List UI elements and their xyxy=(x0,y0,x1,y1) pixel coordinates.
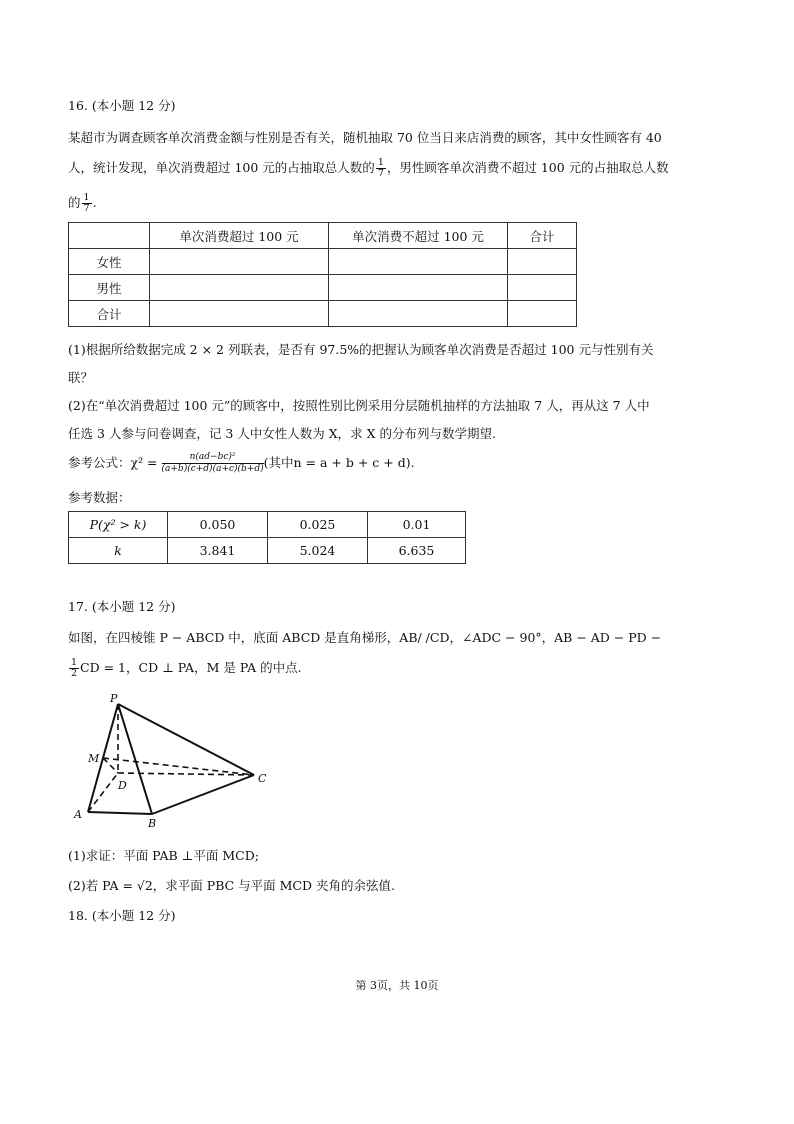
fraction-numerator: 1 xyxy=(377,157,384,168)
label-B: B xyxy=(148,817,157,830)
table-header-cell: 合计 xyxy=(508,223,577,249)
formula-label: 参考公式：χ² = xyxy=(68,455,162,470)
edge-AB xyxy=(88,812,152,814)
q16-intro-line2b: ，男性顾客单次消费不超过 100 元的占抽取总人数 xyxy=(386,160,669,175)
q17-line2-text: CD = 1，CD ⊥ PA，M 是 PA 的中点. xyxy=(80,660,302,675)
q16-intro-line2a: 人，统计发现，单次消费超过 100 元的占抽取总人数的 xyxy=(68,160,375,175)
table-row-label: 合计 xyxy=(69,301,150,327)
q17-line1: 如图，在四棱锥 P − ABCD 中，底面 ABCD 是直角梯形，AB/ /CD，∠ADC − 90°，AB − AD − PD − xyxy=(68,630,662,645)
table-header-cell: 单次消费不超过 100 元 xyxy=(329,223,508,249)
label-M: M xyxy=(88,752,100,765)
q16-part2-line1: (2)在“单次消费超过 100 元”的顾客中，按照性别比例采用分层随机抽样的方法抽取 7 人，再从这 7 人中 xyxy=(68,398,650,413)
table-row-label: 男性 xyxy=(69,275,150,301)
table-cell: k xyxy=(69,538,168,564)
fraction-numerator: 1 xyxy=(83,192,90,203)
label-A: A xyxy=(74,808,82,821)
q16-part1-line2: 联？ xyxy=(68,370,94,385)
table-header-cell: 单次消费超过 100 元 xyxy=(150,223,329,249)
fraction-numerator: 1 xyxy=(71,657,78,668)
table-cell: 5.024 xyxy=(268,538,368,564)
segment-MD xyxy=(103,758,118,773)
fraction-denominator: 2 xyxy=(71,668,78,679)
table-cell: P(χ² > k) xyxy=(69,512,168,538)
fraction-denominator: 7 xyxy=(377,168,384,179)
formula-tail: (其中n = a + b + c + d). xyxy=(263,455,415,470)
q17-part2: (2)若 PA = √2，求平面 PBC 与平面 MCD 夹角的余弦值. xyxy=(68,878,395,893)
segment-MC xyxy=(103,758,254,775)
q16-header: 16. (本小题 12 分) xyxy=(68,98,176,113)
edge-PB xyxy=(118,704,152,814)
table-cell: 3.841 xyxy=(168,538,268,564)
table-cell: 0.025 xyxy=(268,512,368,538)
label-D: D xyxy=(118,779,127,792)
q16-part2-line2: 任选 3 人参与问卷调查，记 3 人中女性人数为 X，求 X 的分布列与数学期望. xyxy=(68,426,496,441)
formula-numerator: n(ad−bc)² xyxy=(162,452,264,464)
label-C: C xyxy=(258,772,267,785)
ref-data-label: 参考数据： xyxy=(68,490,131,505)
edge-PC xyxy=(118,704,254,775)
fraction-denominator: 7 xyxy=(83,203,90,214)
table-cell: 0.01 xyxy=(368,512,466,538)
q16-intro-line3a: 的 xyxy=(68,195,81,210)
table-row-label: 女性 xyxy=(69,249,150,275)
q17-header: 17. (本小题 12 分) xyxy=(68,599,176,614)
q16-intro-line1: 某超市为调查顾客单次消费金额与性别是否有关，随机抽取 70 位当日来店消费的顾客，其中女性顾客有 40 xyxy=(68,130,662,145)
q16-part1-line1: (1)根据所给数据完成 2 × 2 列联表，是否有 97.5%的把握认为顾客单次消费是否超过 100 元与性别有关 xyxy=(68,342,654,357)
q18-header: 18. (本小题 12 分) xyxy=(68,908,176,923)
q16-intro-line3b: . xyxy=(92,195,97,210)
page-footer: 第 3页，共 10页 xyxy=(355,979,439,992)
formula-denominator: (a+b)(c+d)(a+c)(b+d) xyxy=(161,464,264,474)
edge-BC xyxy=(152,775,254,814)
q17-part1: (1)求证：平面 PAB ⊥平面 MCD; xyxy=(68,848,259,863)
table-cell: 6.635 xyxy=(368,538,466,564)
table-cell: 0.050 xyxy=(168,512,268,538)
label-P: P xyxy=(110,692,118,705)
